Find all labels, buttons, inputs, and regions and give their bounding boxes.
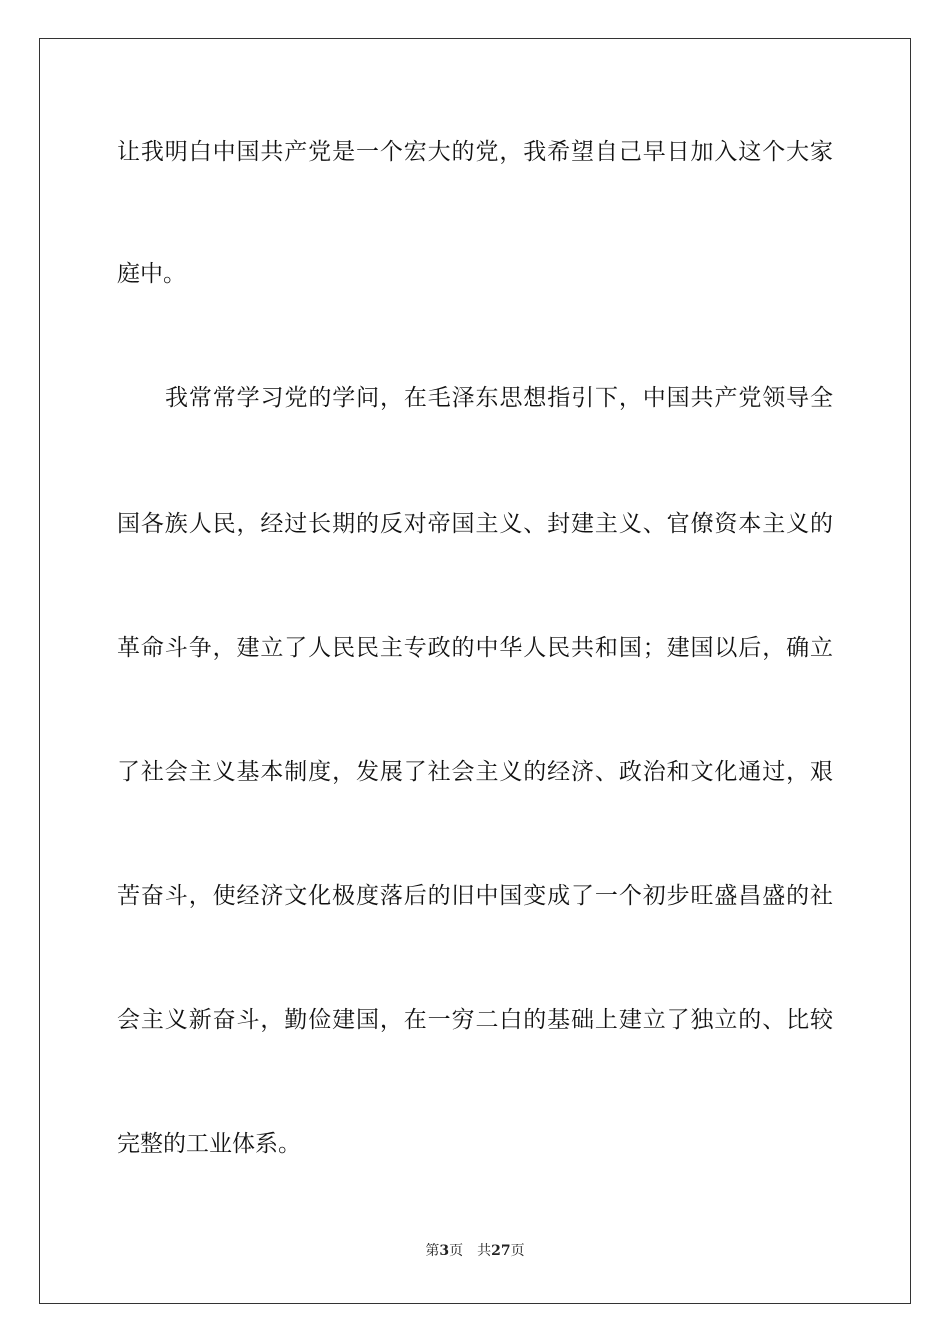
paragraph-line-3: 我常常学习党的学问，在毛泽东思想指引下，中国共产党领导全 <box>165 385 833 411</box>
page-footer <box>0 1242 950 1260</box>
page-prefix: 第 <box>425 1243 440 1259</box>
paragraph-line-7: 苦奋斗，使经济文化极度落后的旧中国变成了一个初步旺盛昌盛的社 <box>117 883 833 909</box>
paragraph-line-8: 会主义新奋斗，勤俭建国，在一穷二白的基础上建立了独立的、比较 <box>117 1007 833 1033</box>
page-suffix: 页 <box>449 1243 464 1259</box>
paragraph-line-9: 完整的工业体系。 <box>117 1131 301 1157</box>
paragraph-line-2: 庭中。 <box>117 261 186 287</box>
paragraph-line-5: 革命斗争，建立了人民民主专政的中华人民共和国；建国以后，确立 <box>117 635 833 661</box>
paragraph-line-4: 国各族人民，经过长期的反对帝国主义、封建主义、官僚资本主义的 <box>117 511 833 537</box>
page-border <box>39 38 911 1304</box>
paragraph-line-6: 了社会主义基本制度，发展了社会主义的经济、政治和文化通过，艰 <box>117 759 833 785</box>
total-pages: 27 <box>491 1243 511 1259</box>
total-suffix: 页 <box>510 1243 525 1259</box>
total-prefix: 共 <box>477 1243 492 1259</box>
paragraph-line-1: 让我明白中国共产党是一个宏大的党，我希望自己早日加入这个大家 <box>117 139 833 165</box>
page-number: 3 <box>439 1243 450 1259</box>
